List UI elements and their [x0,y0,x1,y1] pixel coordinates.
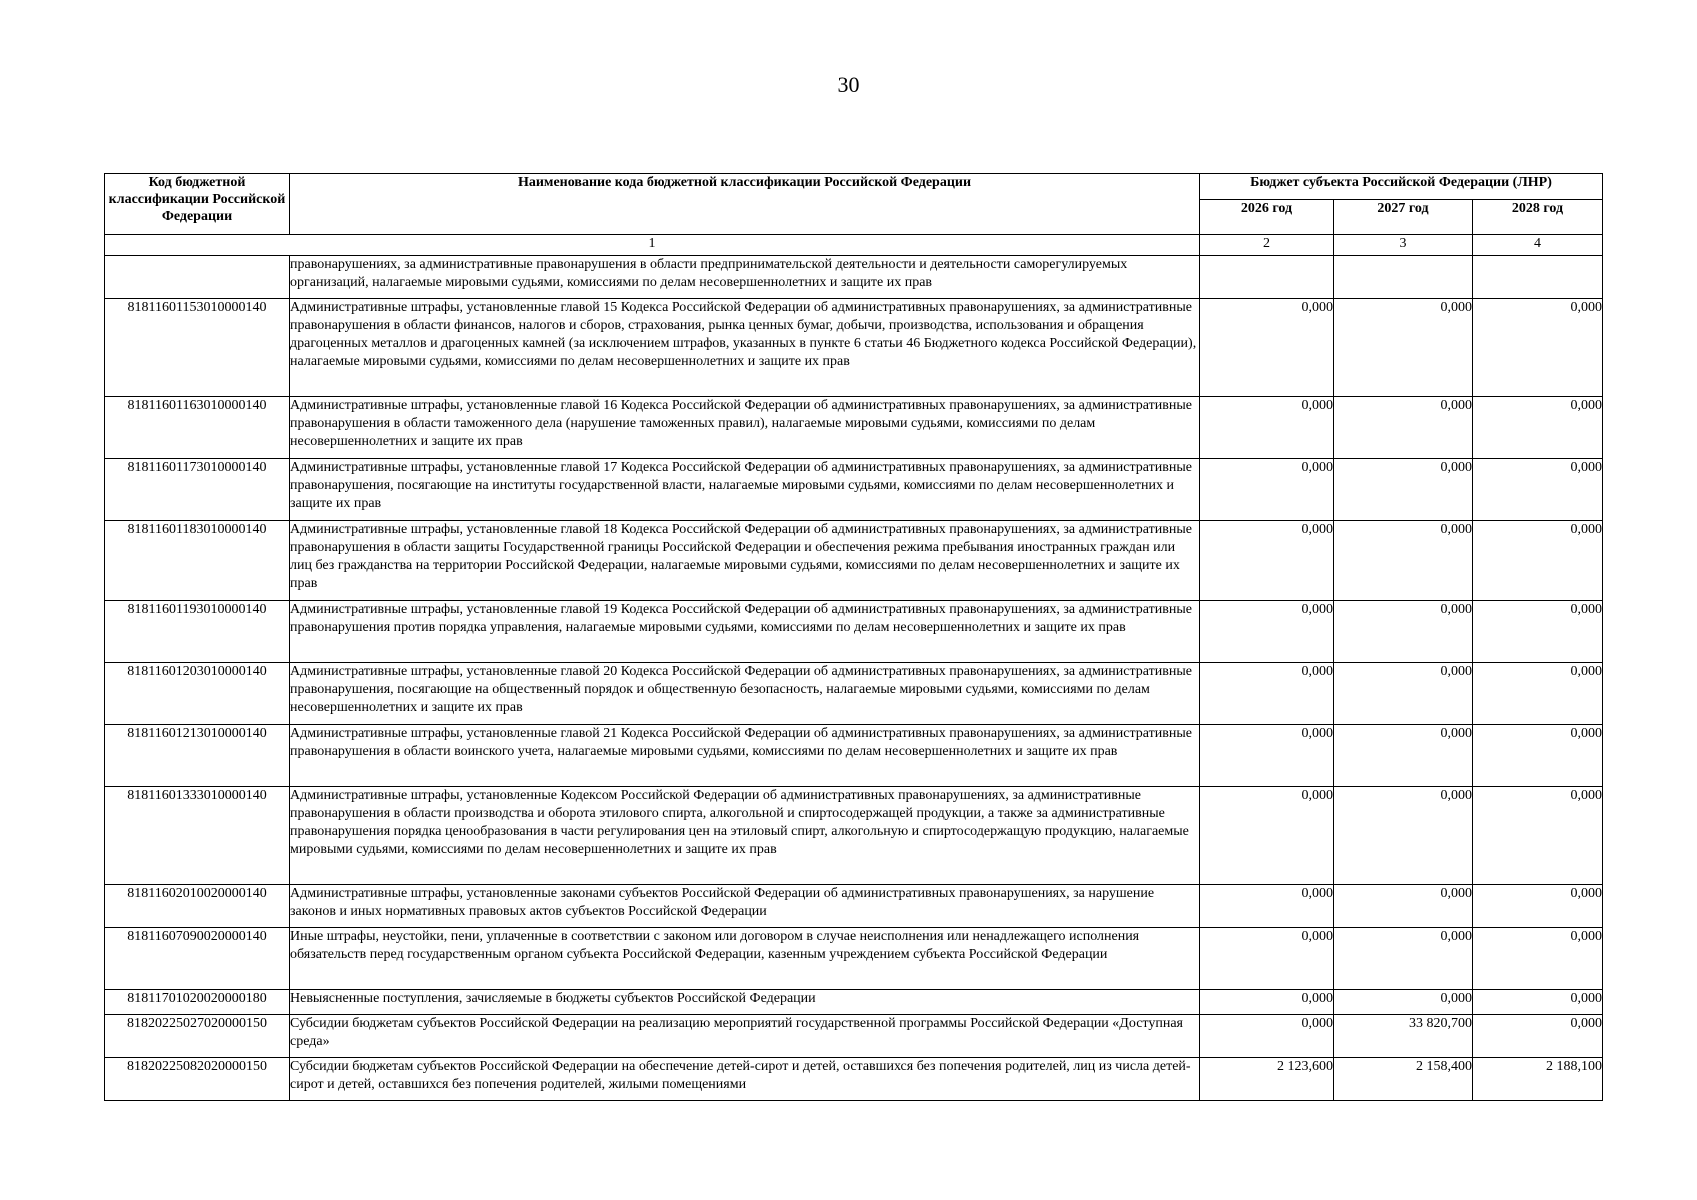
row-value-2027: 33 820,700 [1334,1015,1473,1058]
row-value-2026: 0,000 [1200,521,1334,601]
row-value-2026: 0,000 [1200,663,1334,725]
column-number-3: 3 [1334,235,1473,256]
table-row [105,521,1603,601]
table-row [105,725,1603,787]
row-code: 81811701020020000180 [105,990,290,1015]
row-name: правонарушениях, за административные правонарушения в области предпринимательской деятельности и деятельности саморегулируемых организаций, налагаемые мировыми судьями, комиссиями по делам несовершеннолетних и защите их прав [290,256,1200,299]
row-value-2027: 0,000 [1334,885,1473,928]
column-number-4: 4 [1473,235,1603,256]
row-value-2027: 0,000 [1334,725,1473,787]
row-value-2026: 0,000 [1200,885,1334,928]
table-row [105,1058,1603,1101]
row-value-2026: 0,000 [1200,397,1334,459]
table-body [105,256,1603,1101]
table-row [105,928,1603,990]
row-value-2026: 0,000 [1200,990,1334,1015]
row-code: 81811601193010000140 [105,601,290,663]
row-value-2026: 2 123,600 [1200,1058,1334,1101]
row-code: 81811602010020000140 [105,885,290,928]
row-code: 81811601163010000140 [105,397,290,459]
row-value-2027: 0,000 [1334,601,1473,663]
header-year-2026: 2026 год [1200,200,1334,235]
row-value-2026: 0,000 [1200,928,1334,990]
row-value-2028: 0,000 [1473,459,1603,521]
row-code: 81811601183010000140 [105,521,290,601]
row-value-2026: 0,000 [1200,725,1334,787]
row-name: Субсидии бюджетам субъектов Российской Федерации на обеспечение детей-сирот и детей, оставшихся без попечения родителей, лиц из числа детей-сирот и детей, оставшихся без попечения родителей, жилыми помещениями [290,1058,1200,1101]
row-value-2027: 0,000 [1334,397,1473,459]
header-code: Код бюджетной классификации Российской Федерации [105,174,290,235]
row-name: Административные штрафы, установленные главой 16 Кодекса Российской Федерации об административных правонарушениях, за административные правонарушения в области таможенного дела (нарушение таможенных правил), налагаемые мировыми судьями, комиссиями по делам несовершеннолетних и защите их прав [290,397,1200,459]
budget-table [104,173,1603,1101]
table-row [105,885,1603,928]
header-year-2027: 2027 год [1334,200,1473,235]
row-name: Административные штрафы, установленные главой 18 Кодекса Российской Федерации об административных правонарушениях, за административные правонарушения в области защиты Государственной границы Российской Федерации и обеспечения режима пребывания иностранных граждан или лиц без гражданства на территории Российской Федерации, налагаемые мировыми судьями, комиссиями по делам несовершеннолетних и защите их прав [290,521,1200,601]
row-value-2028: 0,000 [1473,663,1603,725]
row-value-2027: 0,000 [1334,521,1473,601]
table-row [105,299,1603,397]
row-value-2027 [1334,256,1473,299]
row-value-2028: 2 188,100 [1473,1058,1603,1101]
row-value-2026: 0,000 [1200,787,1334,885]
row-code: 81811607090020000140 [105,928,290,990]
row-value-2027: 0,000 [1334,459,1473,521]
row-code: 81811601173010000140 [105,459,290,521]
row-code: 81811601333010000140 [105,787,290,885]
table-header [105,174,1603,256]
row-value-2028: 0,000 [1473,990,1603,1015]
row-value-2028: 0,000 [1473,787,1603,885]
row-value-2028: 0,000 [1473,601,1603,663]
row-value-2026: 0,000 [1200,601,1334,663]
table-row [105,601,1603,663]
row-name: Административные штрафы, установленные главой 20 Кодекса Российской Федерации об административных правонарушениях, за административные правонарушения, посягающие на общественный порядок и общественную безопасность, налагаемые мировыми судьями, комиссиями по делам несовершеннолетних и защите их прав [290,663,1200,725]
column-number-2: 2 [1200,235,1334,256]
header-year-2028: 2028 год [1473,200,1603,235]
row-name: Иные штрафы, неустойки, пени, уплаченные в соответствии с законом или договором в случае неисполнения или ненадлежащего исполнения обязательств перед государственным органом субъекта Российской Федерации, казенным учреждением субъекта Российской Федерации [290,928,1200,990]
row-value-2026: 0,000 [1200,299,1334,397]
row-value-2026 [1200,256,1334,299]
table-row [105,459,1603,521]
table-row [105,663,1603,725]
row-value-2028: 0,000 [1473,1015,1603,1058]
row-value-2028 [1473,256,1603,299]
row-name: Субсидии бюджетам субъектов Российской Федерации на реализацию мероприятий государственной программы Российской Федерации «Доступная среда» [290,1015,1200,1058]
row-value-2026: 0,000 [1200,459,1334,521]
row-value-2028: 0,000 [1473,397,1603,459]
row-code [105,256,290,299]
row-name: Административные штрафы, установленные главой 15 Кодекса Российской Федерации об административных правонарушениях, за административные правонарушения в области финансов, налогов и сборов, страхования, рынка ценных бумаг, добычи, производства, использования и обращения драгоценных металлов и драгоценных камней (за исключением штрафов, указанных в пункте 6 статьи 46 Бюджетного кодекса Российской Федерации), налагаемые мировыми судьями, комиссиями по делам несовершеннолетних и защите их прав [290,299,1200,397]
row-value-2028: 0,000 [1473,725,1603,787]
row-value-2028: 0,000 [1473,928,1603,990]
page-number: 30 [837,72,860,97]
row-value-2028: 0,000 [1473,885,1603,928]
row-code: 81811601203010000140 [105,663,290,725]
row-value-2027: 2 158,400 [1334,1058,1473,1101]
row-name: Административные штрафы, установленные Кодексом Российской Федерации об административных правонарушениях, за административные правонарушения в области производства и оборота этилового спирта, алкогольной и спиртосодержащей продукции, а также за административные правонарушения порядка ценообразования в части регулирования цен на этиловый спирт, алкогольную и спиртосодержащую продукцию, налагаемые мировыми судьями, комиссиями по делам несовершеннолетних и защите их прав [290,787,1200,885]
row-value-2026: 0,000 [1200,1015,1334,1058]
table-row [105,397,1603,459]
row-value-2027: 0,000 [1334,299,1473,397]
row-code: 81820225082020000150 [105,1058,290,1101]
row-name: Невыясненные поступления, зачисляемые в бюджеты субъектов Российской Федерации [290,990,1200,1015]
row-value-2028: 0,000 [1473,521,1603,601]
table-row [105,990,1603,1015]
column-number-1: 1 [105,235,1200,256]
table-row [105,1015,1603,1058]
header-name: Наименование кода бюджетной классификации Российской Федерации [290,174,1200,235]
row-code: 81820225027020000150 [105,1015,290,1058]
row-value-2027: 0,000 [1334,990,1473,1015]
row-name: Административные штрафы, установленные главой 19 Кодекса Российской Федерации об административных правонарушениях, за административные правонарушения против порядка управления, налагаемые мировыми судьями, комиссиями по делам несовершеннолетних и защите их прав [290,601,1200,663]
row-value-2027: 0,000 [1334,663,1473,725]
row-value-2027: 0,000 [1334,928,1473,990]
row-value-2028: 0,000 [1473,299,1603,397]
row-name: Административные штрафы, установленные главой 21 Кодекса Российской Федерации об административных правонарушениях, за административные правонарушения в области воинского учета, налагаемые мировыми судьями, комиссиями по делам несовершеннолетних и защите их прав [290,725,1200,787]
row-code: 81811601213010000140 [105,725,290,787]
row-name: Административные штрафы, установленные главой 17 Кодекса Российской Федерации об административных правонарушениях, за административные правонарушения, посягающие на институты государственной власти, налагаемые мировыми судьями, комиссиями по делам несовершеннолетних и защите их прав [290,459,1200,521]
table-row [105,256,1603,299]
table-row [105,787,1603,885]
row-name: Административные штрафы, установленные законами субъектов Российской Федерации об административных правонарушениях, за нарушение законов и иных нормативных правовых актов субъектов Российской Федерации [290,885,1200,928]
row-value-2027: 0,000 [1334,787,1473,885]
row-code: 81811601153010000140 [105,299,290,397]
header-budget: Бюджет субъекта Российской Федерации (ЛНР) [1200,174,1603,200]
